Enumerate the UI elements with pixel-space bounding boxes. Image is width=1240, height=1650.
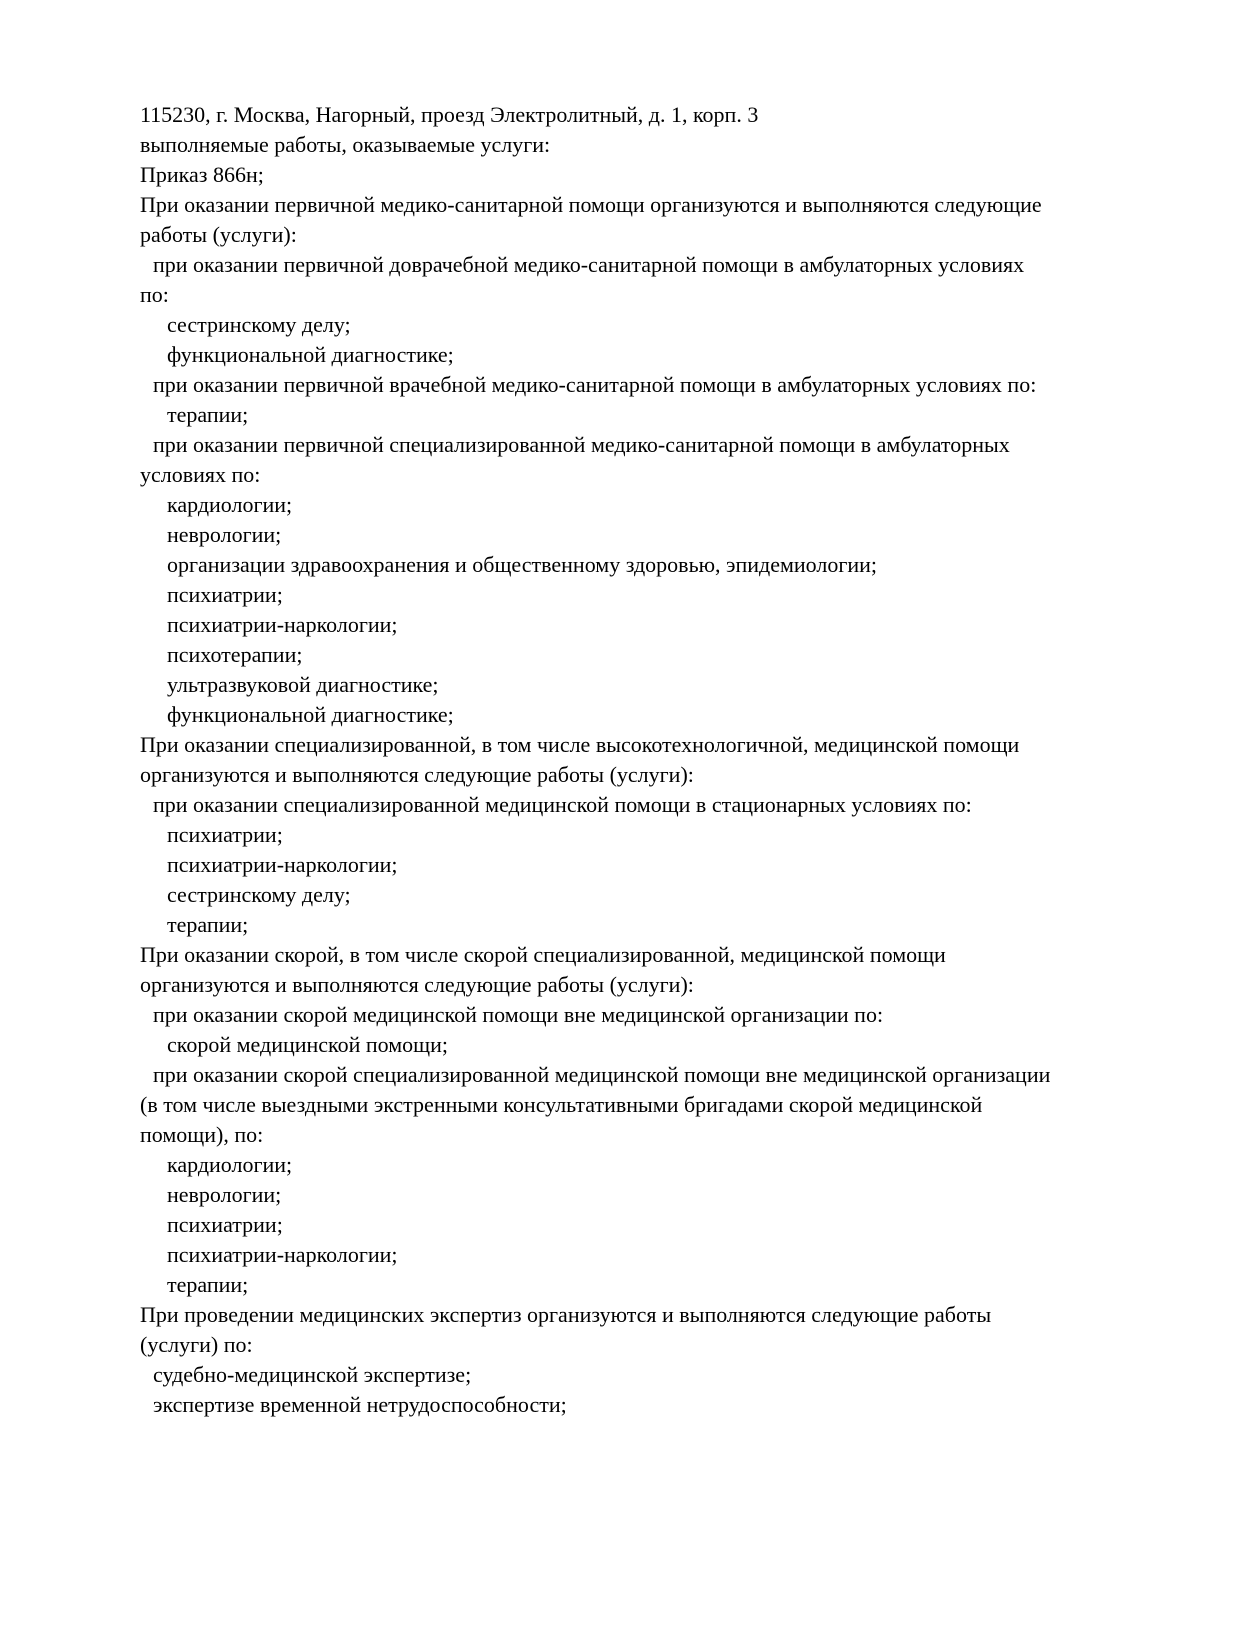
document-line: скорой медицинской помощи; xyxy=(167,1032,449,1057)
document-line: при оказании первичной доврачебной медико-санитарной помощи в амбулаторных условиях xyxy=(153,252,1025,277)
document-line: организуются и выполняются следующие работы (услуги): xyxy=(140,762,694,787)
document-line: психиатрии-наркологии; xyxy=(167,612,398,637)
document-line: При проведении медицинских экспертиз организуются и выполняются следующие работы xyxy=(140,1302,992,1327)
document-line: по: xyxy=(140,282,169,307)
document-line: психотерапии; xyxy=(167,642,303,667)
document-line: функциональной диагностике; xyxy=(167,342,454,367)
document-line: При оказании скорой, в том числе скорой специализированной, медицинской помощи xyxy=(140,942,946,967)
document-line: кардиологии; xyxy=(167,1152,293,1177)
document-line: 115230, г. Москва, Нагорный, проезд Электролитный, д. 1, корп. 3 xyxy=(140,102,759,127)
document-line: психиатрии; xyxy=(167,822,283,847)
document-line: При оказании специализированной, в том числе высокотехнологичной, медицинской помощи xyxy=(140,732,1020,757)
document-line: при оказании скорой медицинской помощи вне медицинской организации по: xyxy=(153,1002,884,1027)
document-line: судебно-медицинской экспертизе; xyxy=(153,1362,472,1387)
document-line: психиатрии; xyxy=(167,1212,283,1237)
document-line: ультразвуковой диагностике; xyxy=(167,672,439,697)
document-line: организации здравоохранения и общественному здоровью, эпидемиологии; xyxy=(167,552,878,577)
document-line: выполняемые работы, оказываемые услуги: xyxy=(140,132,551,157)
document-line: при оказании первичной врачебной медико-санитарной помощи в амбулаторных условиях по: xyxy=(153,372,1037,397)
document-line: помощи), по: xyxy=(140,1122,264,1147)
document-line: (в том числе выездными экстренными консультативными бригадами скорой медицинской xyxy=(140,1092,983,1117)
document-text-block xyxy=(140,100,1150,1420)
document-line: психиатрии-наркологии; xyxy=(167,852,398,877)
document-line: функциональной диагностике; xyxy=(167,702,454,727)
document-line: терапии; xyxy=(167,912,249,937)
document-line: сестринскому делу; xyxy=(167,312,351,337)
document-line: кардиологии; xyxy=(167,492,293,517)
document-line: экспертизе временной нетрудоспособности; xyxy=(153,1392,567,1417)
document-line: неврологии; xyxy=(167,1182,282,1207)
document-line: при оказании скорой специализированной медицинской помощи вне медицинской организации xyxy=(153,1062,1051,1087)
document-line: сестринскому делу; xyxy=(167,882,351,907)
document-line: (услуги) по: xyxy=(140,1332,253,1357)
document-line: неврологии; xyxy=(167,522,282,547)
document-line: работы (услуги): xyxy=(140,222,297,247)
document-line: терапии; xyxy=(167,402,249,427)
document-line: психиатрии-наркологии; xyxy=(167,1242,398,1267)
document-line: Приказ 866н; xyxy=(140,162,264,187)
document-line: при оказании первичной специализированной медико-санитарной помощи в амбулаторных xyxy=(153,432,1010,457)
document-line: при оказании специализированной медицинской помощи в стационарных условиях по: xyxy=(153,792,972,817)
document-line: терапии; xyxy=(167,1272,249,1297)
document-line: психиатрии; xyxy=(167,582,283,607)
document-line: При оказании первичной медико-санитарной помощи организуются и выполняются следующие xyxy=(140,192,1042,217)
document-line: организуются и выполняются следующие работы (услуги): xyxy=(140,972,694,997)
document-line: условиях по: xyxy=(140,462,261,487)
